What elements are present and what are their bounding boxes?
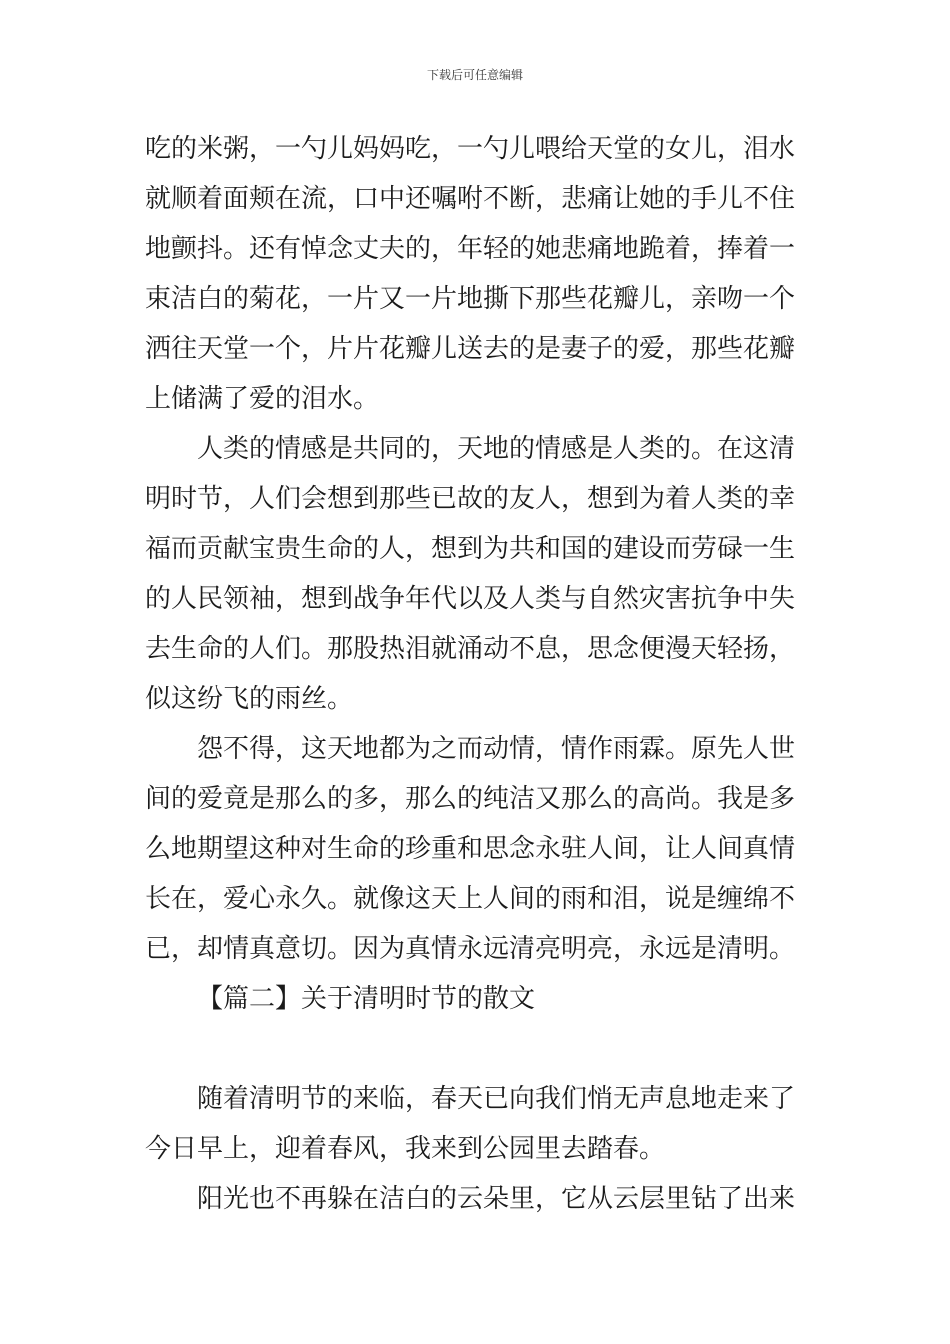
text-line: 么地期望这种对生命的珍重和思念永驻人间，让人间真情 <box>145 834 796 864</box>
text-line: 随着清明节的来临，春天已向我们悄无声息地走来了 <box>197 1084 796 1114</box>
text-line: 今日早上，迎着春风，我来到公园里去踏春。 <box>145 1134 666 1164</box>
text-line: 地颤抖。还有悼念丈夫的，年轻的她悲痛地跪着，捧着一 <box>145 234 796 264</box>
text-line: 长在，爱心永久。就像这天上人间的雨和泪，说是缠绵不 <box>145 884 796 914</box>
text-line: 【篇二】关于清明时节的散文 <box>197 984 536 1014</box>
text-line: 的人民领袖，想到战争年代以及人类与自然灾害抗争中失 <box>145 584 796 614</box>
blank-line <box>145 1024 810 1074</box>
page-header: 下载后可任意编辑 <box>426 68 523 82</box>
document-body <box>145 124 810 1224</box>
text-line: 吃的米粥，一勺儿妈妈吃，一勺儿喂给天堂的女儿，泪水 <box>145 134 796 164</box>
text-line: 阳光也不再躲在洁白的云朵里，它从云层里钻了出来 <box>197 1184 796 1214</box>
text-line: 就顺着面颊在流，口中还嘱咐不断，悲痛让她的手儿不住 <box>145 184 796 214</box>
text-line: 束洁白的菊花，一片又一片地撕下那些花瓣儿，亲吻一个 <box>145 284 796 314</box>
text-line: 明时节，人们会想到那些已故的友人，想到为着人类的幸 <box>145 484 796 514</box>
text-line: 人类的情感是共同的，天地的情感是人类的。在这清 <box>197 434 796 464</box>
text-line: 洒往天堂一个，片片花瓣儿送去的是妻子的爱，那些花瓣 <box>145 334 796 364</box>
text-line: 去生命的人们。那股热泪就涌动不息，思念便漫天轻扬， <box>145 634 796 664</box>
text-line: 已，却情真意切。因为真情永远清亮明亮，永远是清明。 <box>145 934 796 964</box>
text-line: 福而贡献宝贵生命的人，想到为共和国的建设而劳碌一生 <box>145 534 796 564</box>
text-line: 上储满了爱的泪水。 <box>145 384 380 414</box>
text-line: 似这纷飞的雨丝。 <box>145 684 354 714</box>
text-line: 怨不得，这天地都为之而动情，情作雨霖。原先人世 <box>197 734 796 764</box>
text-line: 间的爱竟是那么的多，那么的纯洁又那么的高尚。我是多 <box>145 784 796 814</box>
